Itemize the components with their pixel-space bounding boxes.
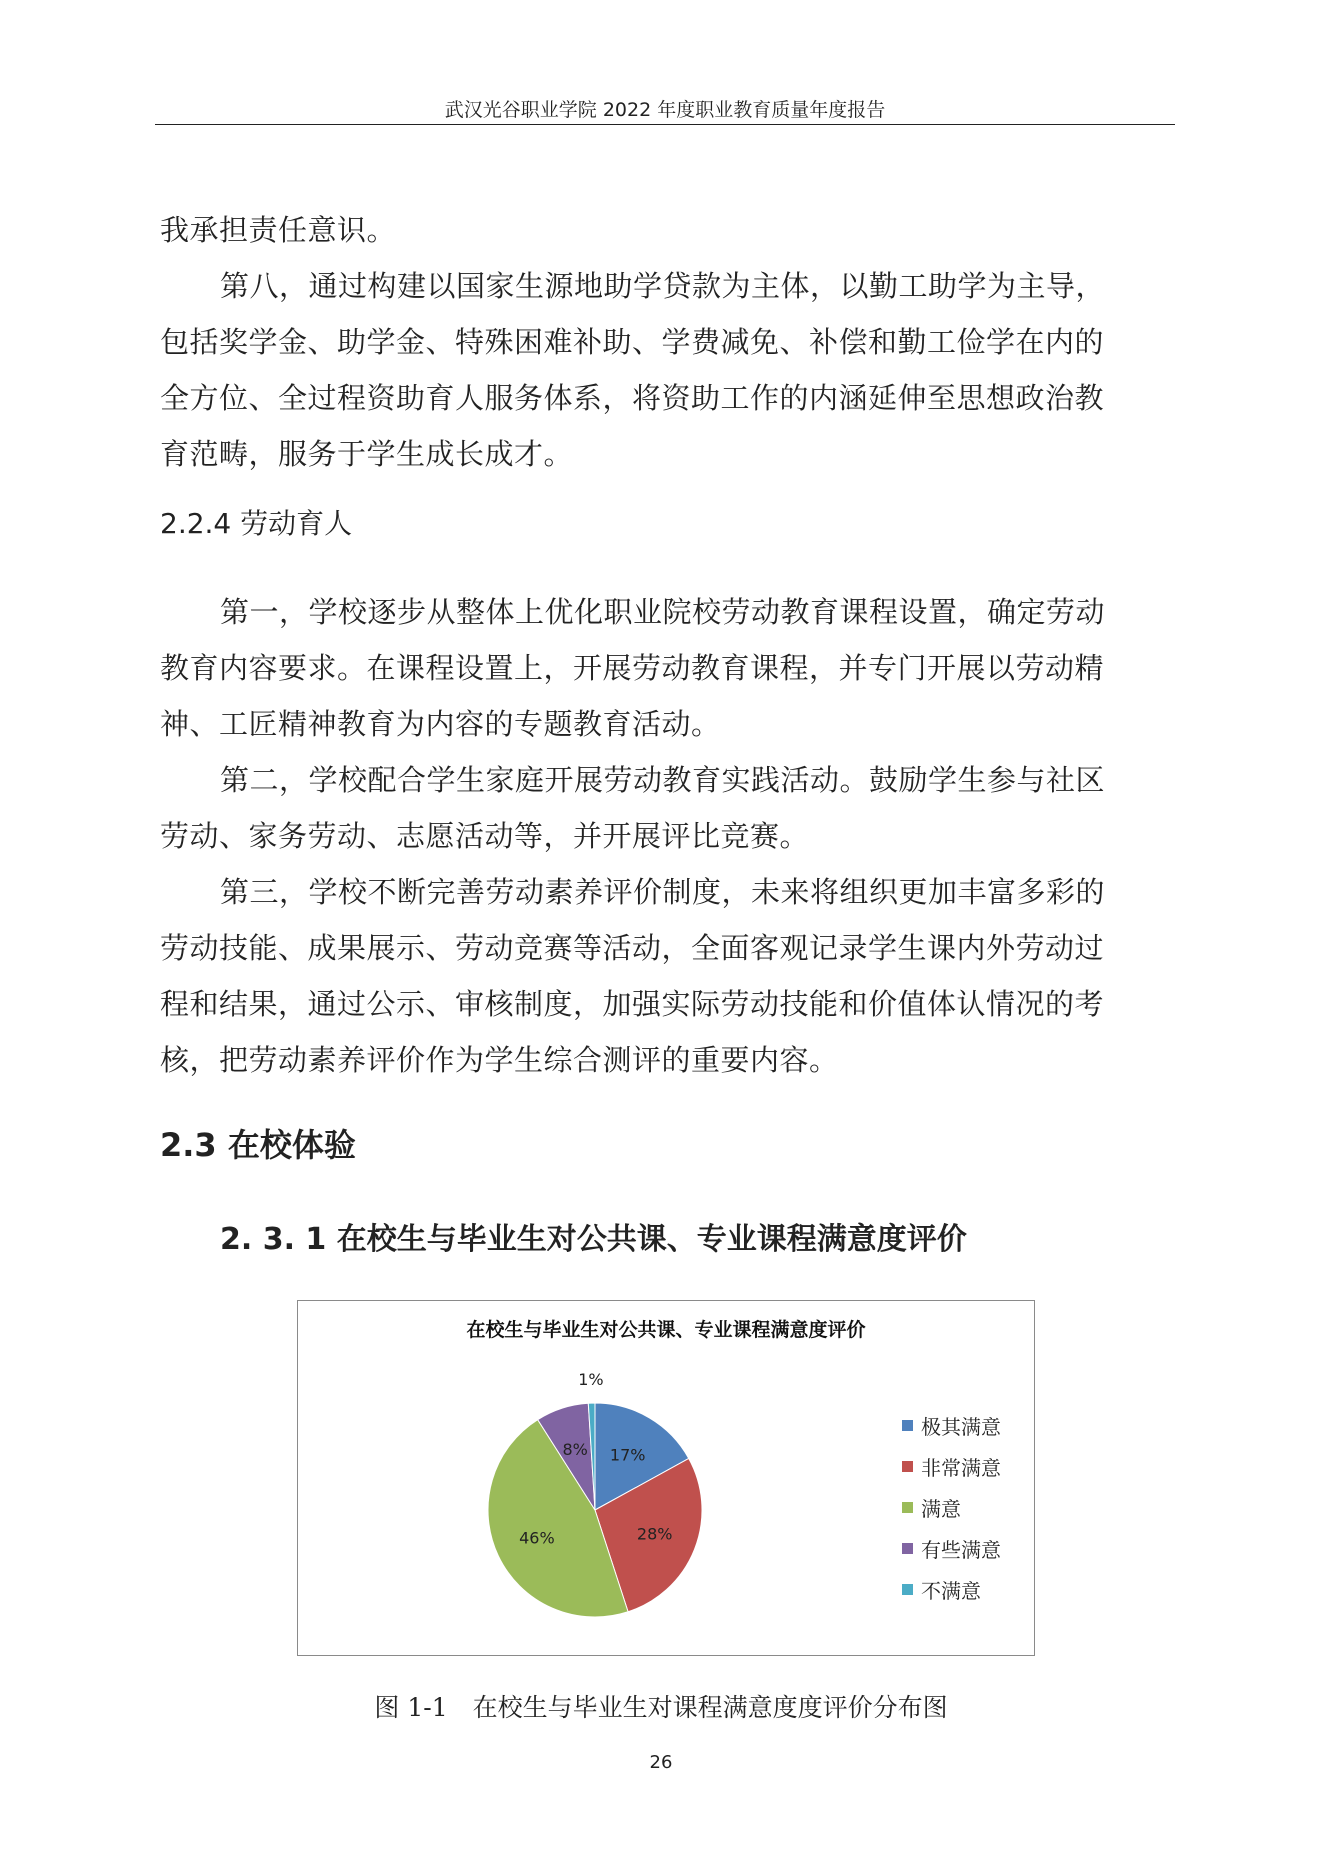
pie-data-label: 46% — [519, 1528, 555, 1548]
legend-swatch — [902, 1543, 913, 1554]
legend-label: 满意 — [921, 1497, 961, 1521]
legend-swatch — [902, 1502, 913, 1513]
pie-chart — [297, 1300, 1035, 1656]
paragraph-line: 核，把劳动素养评价作为学生综合测评的重要内容。 — [160, 1043, 839, 1077]
heading-2-2-4: 2.2.4 劳动育人 — [160, 507, 353, 540]
header-rule — [155, 124, 1175, 125]
paragraph-line: 包括奖学金、助学金、特殊困难补助、学费减免、补偿和勤工俭学在内的 — [160, 325, 1105, 359]
pie-data-label: 1% — [578, 1370, 604, 1390]
legend-item — [902, 1569, 1001, 1610]
figure-caption: 图 1-1 在校生与毕业生对课程满意度度评价分布图 — [374, 1693, 948, 1722]
paragraph-line: 第八，通过构建以国家生源地助学贷款为主体，以勤工助学为主导， — [220, 269, 1106, 303]
paragraph-line: 育范畴，服务于学生成长成才。 — [160, 437, 574, 471]
paragraph-line: 第三，学校不断完善劳动素养评价制度，未来将组织更加丰富多彩的 — [220, 875, 1106, 909]
page-header: 武汉光谷职业学院 2022 年度职业教育质量年度报告 — [444, 99, 886, 121]
legend-label: 非常满意 — [921, 1456, 1001, 1480]
paragraph-continued — [160, 202, 1170, 258]
legend-swatch — [902, 1461, 913, 1472]
page-number: 26 — [649, 1752, 673, 1773]
heading-2-3: 2.3 在校体验 — [160, 1126, 356, 1164]
paragraph-line: 劳动技能、成果展示、劳动竞赛等活动，全面客观记录学生课内外劳动过 — [160, 931, 1105, 965]
paragraph-line: 神、工匠精神教育为内容的专题教育活动。 — [160, 707, 721, 741]
legend-label: 有些满意 — [921, 1538, 1001, 1562]
legend-swatch — [902, 1420, 913, 1431]
paragraph-line: 劳动、家务劳动、志愿活动等，并开展评比竞赛。 — [160, 819, 810, 853]
legend-item — [902, 1405, 1001, 1446]
pie-data-label: 8% — [562, 1439, 588, 1459]
pie-data-label: 17% — [609, 1445, 646, 1465]
pie-data-label: 28% — [636, 1524, 673, 1544]
paragraph-first — [160, 584, 1170, 752]
legend-label: 不满意 — [921, 1579, 981, 1603]
legend-swatch — [902, 1584, 913, 1595]
heading-2-3-1: 2. 3. 1 在校生与毕业生对公共课、专业课程满意度评价 — [220, 1222, 967, 1257]
paragraph-line: 程和结果，通过公示、审核制度，加强实际劳动技能和价值体认情况的考 — [160, 987, 1105, 1021]
legend-item — [902, 1528, 1001, 1569]
chart-legend — [902, 1405, 1001, 1610]
chart-title: 在校生与毕业生对公共课、专业课程满意度评价 — [466, 1319, 866, 1341]
legend-item — [902, 1446, 1001, 1487]
legend-label: 极其满意 — [921, 1415, 1001, 1439]
paragraph-line: 第二，学校配合学生家庭开展劳动教育实践活动。鼓励学生参与社区 — [220, 763, 1106, 797]
paragraph-line: 我承担责任意识。 — [160, 213, 397, 247]
paragraph-second — [160, 752, 1170, 864]
paragraph-eighth — [160, 258, 1170, 482]
paragraph-line: 教育内容要求。在课程设置上，开展劳动教育课程，并专门开展以劳动精 — [160, 651, 1105, 685]
paragraph-third — [160, 864, 1170, 1088]
paragraph-line: 第一，学校逐步从整体上优化职业院校劳动教育课程设置，确定劳动 — [220, 595, 1106, 629]
paragraph-line: 全方位、全过程资助育人服务体系，将资助工作的内涵延伸至思想政治教 — [160, 381, 1105, 415]
legend-item — [902, 1487, 1001, 1528]
